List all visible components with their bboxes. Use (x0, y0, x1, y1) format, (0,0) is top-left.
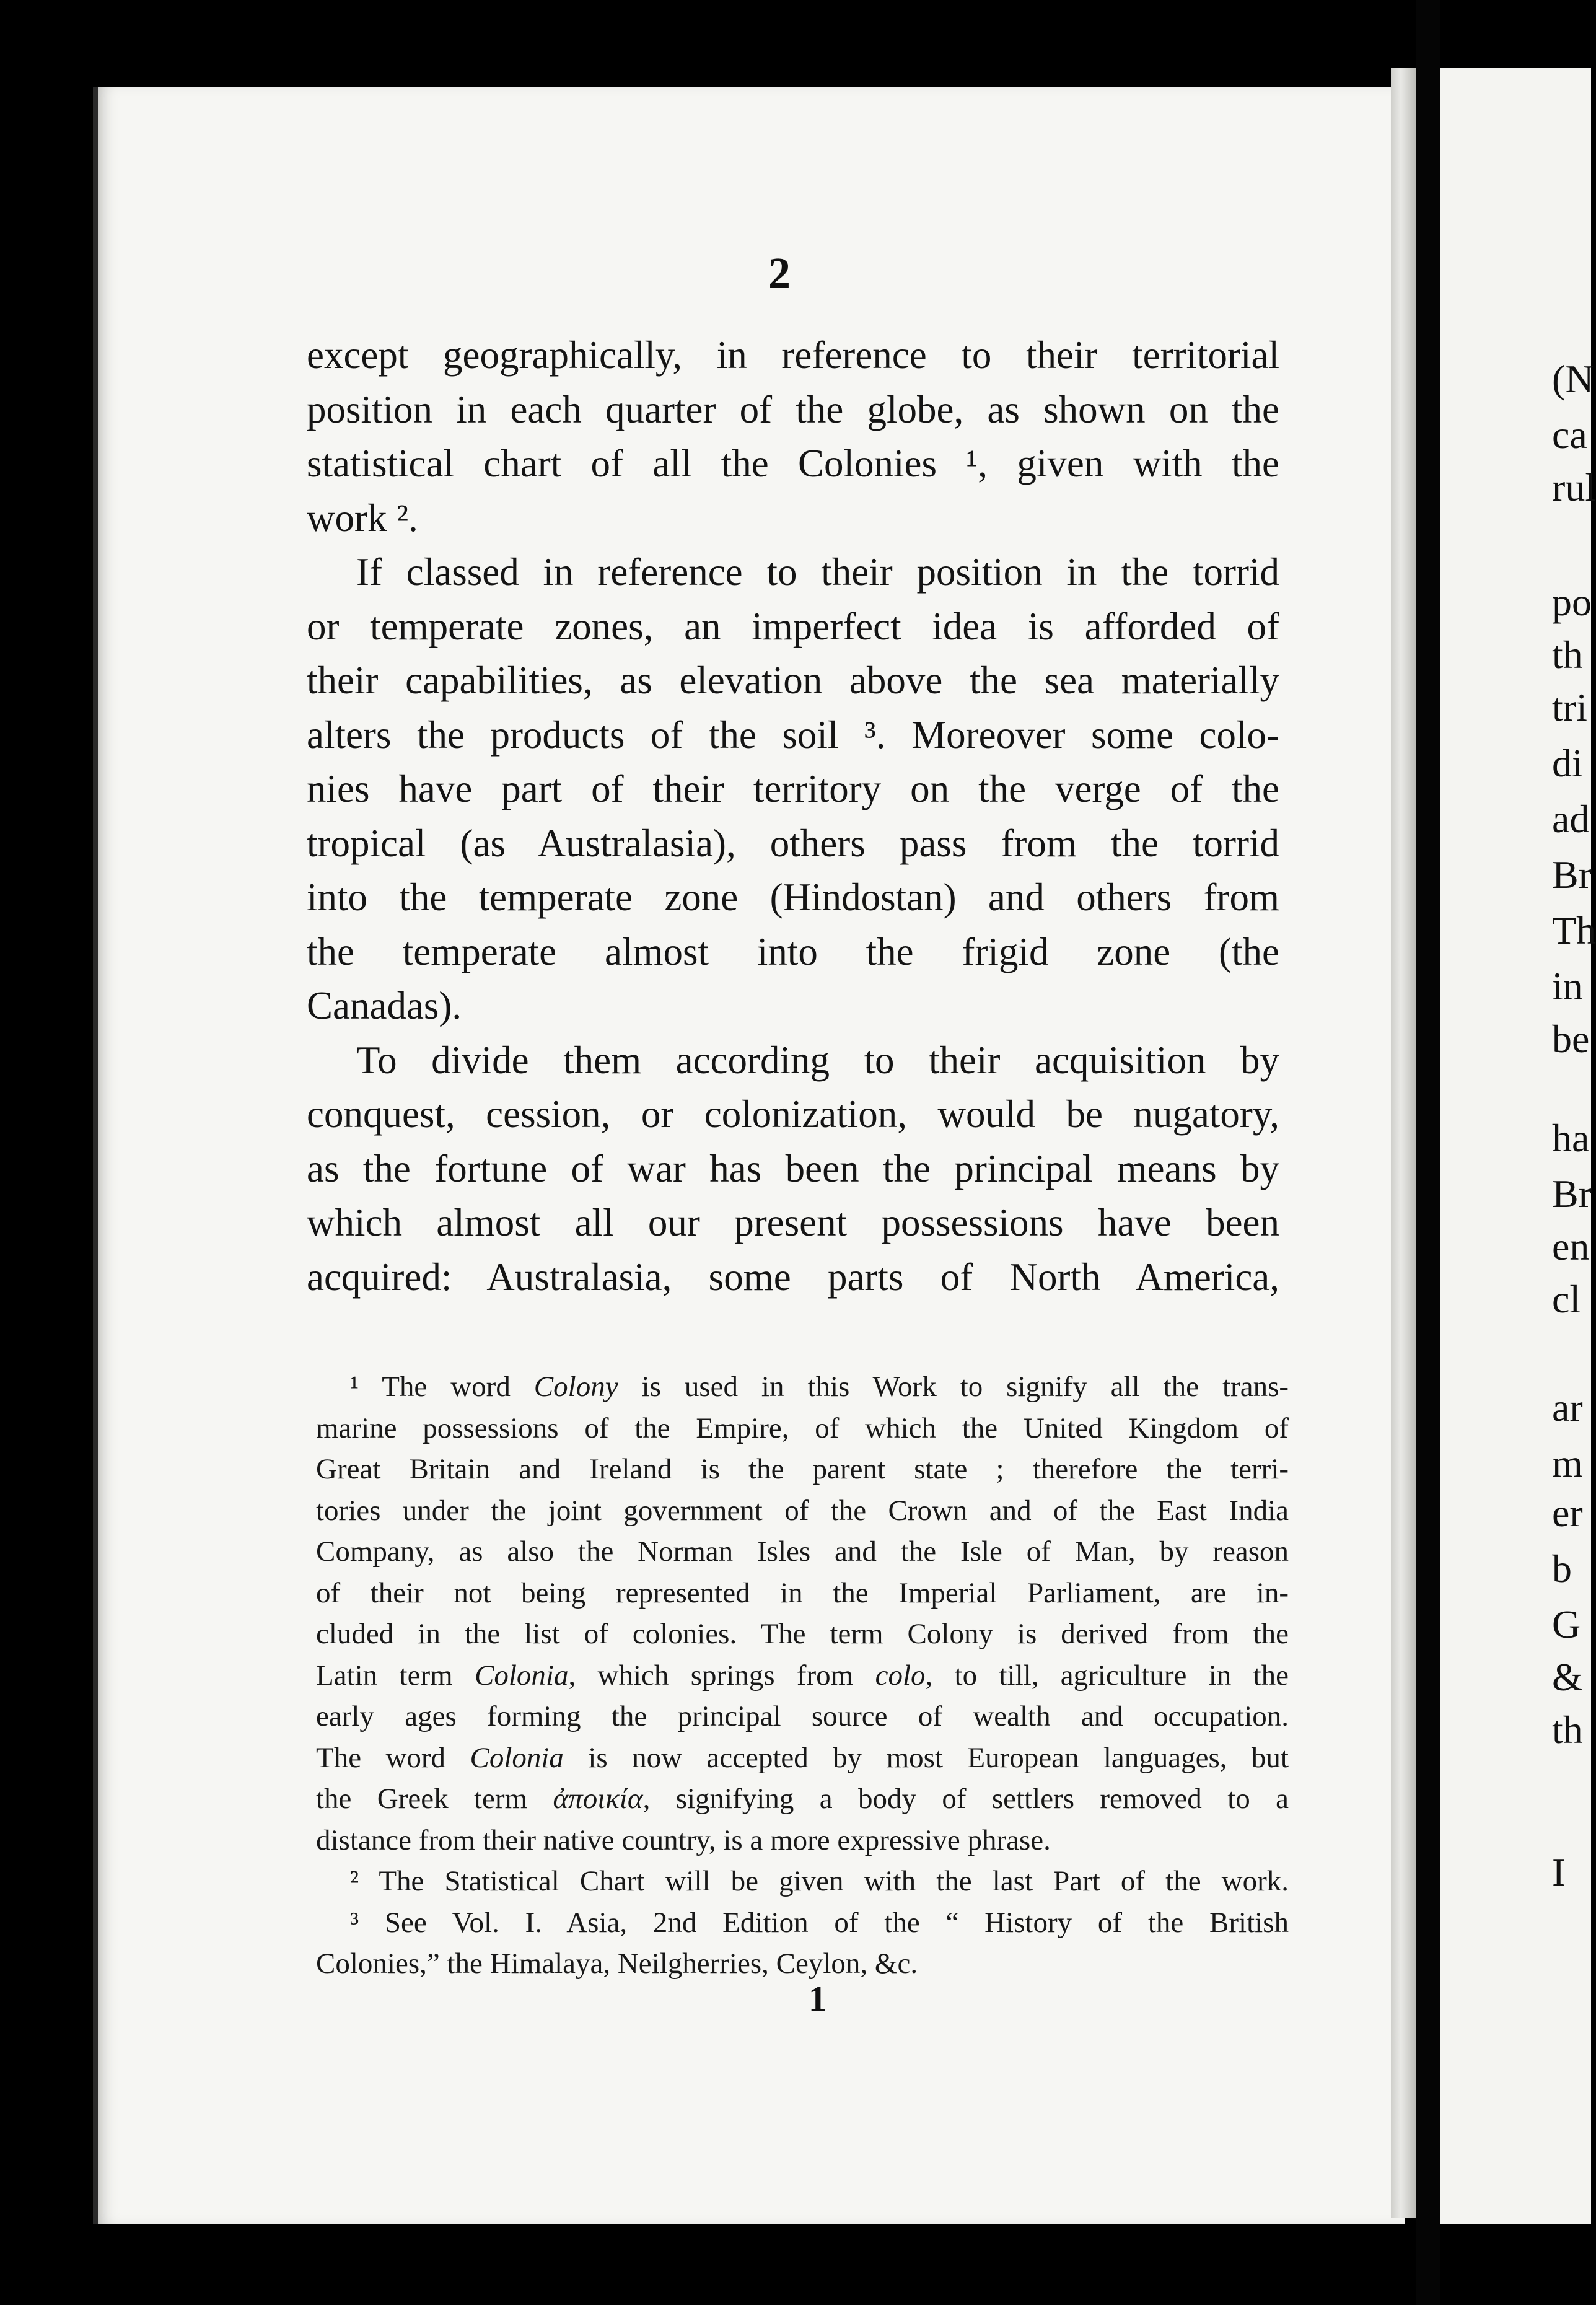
body-line: the temperate almost into the frigid zone (the (307, 929, 1279, 973)
body-line: or temperate zones, an imperfect idea is afforded of (307, 604, 1279, 648)
body-line: tropical (as Australasia), others pass from the torrid (307, 821, 1279, 865)
footnote-1-line: marine possessions of the Empire, of which the United Kingdom of (316, 1412, 1289, 1444)
facing-page-fragment: ar (1552, 1385, 1583, 1429)
facing-page-fragment: Br (1552, 1172, 1592, 1216)
footnote-1-line: Great Britain and Ireland is the parent state ; therefore the terri- (316, 1453, 1289, 1485)
book-gutter (1416, 0, 1440, 2305)
body-line: statistical chart of all the Colonies ¹, given with the (307, 442, 1279, 485)
page-number: 2 (768, 248, 791, 298)
body-line: conquest, cession, or colonization, would be nugatory, (307, 1092, 1279, 1136)
body-line: except geographically, in reference to their territorial (307, 333, 1279, 377)
footnote-1-line: distance from their native country, is a more expressive phrase. (316, 1824, 1051, 1856)
footnote-1-line: cluded in the list of colonies. The term Colony is derived from the (316, 1618, 1289, 1650)
body-line: as the fortune of war has been the principal means by (307, 1146, 1279, 1190)
facing-page-fragment: ca (1552, 413, 1587, 457)
footnote-1-line: tories under the joint government of the Crown and of the East India (316, 1494, 1289, 1527)
facing-page-fragment: er (1552, 1491, 1583, 1535)
footnote-1-line: of their not being represented in the Imperial Parliament, are in- (316, 1576, 1289, 1609)
footnote-2-line: ² The Statistical Chart will be given with the last Part of the work. (350, 1865, 1289, 1897)
facing-page-fragment: be (1552, 1017, 1590, 1061)
body-line: Canadas). (307, 984, 462, 1027)
body-line: position in each quarter of the globe, as shown on the (307, 387, 1279, 431)
body-line: acquired: Australasia, some parts of North America, (307, 1255, 1279, 1299)
facing-page-fragment: ha (1552, 1116, 1590, 1160)
facing-page-fragment: th (1552, 1708, 1583, 1752)
body-line: alters the products of the soil ³. Moreover some colo- (307, 713, 1279, 757)
facing-page-fragment: po (1552, 580, 1592, 624)
paragraph-start-line: To divide them according to their acquisition by (356, 1038, 1279, 1082)
body-text (307, 328, 1279, 1304)
facing-page-fragment: th (1552, 633, 1583, 677)
facing-page-fragment: b (1552, 1547, 1572, 1591)
footnote-1-line: the Greek term ἀποικία, signifying a body of settlers removed to a (316, 1783, 1289, 1815)
facing-page-fragment: Br (1552, 853, 1592, 897)
facing-page-fragment: m (1552, 1441, 1583, 1485)
facing-page-fragment: (N (1552, 357, 1594, 401)
paragraph-start-line: If classed in reference to their position in the torrid (356, 550, 1279, 594)
facing-page-fragment: rul (1552, 465, 1596, 509)
facing-page-fragment: tri (1552, 685, 1587, 729)
facing-page-fragment: di (1552, 741, 1583, 785)
facing-page-fragment: cl (1552, 1277, 1581, 1321)
facing-page-fragment: in (1552, 964, 1583, 1008)
footnote-3-line: Colonies,” the Himalaya, Neilgherries, Ceylon, &c. (316, 1947, 918, 1980)
body-line: work ². (307, 496, 418, 540)
signature-mark: 1 (809, 1978, 826, 2019)
facing-page-fragment: ad (1552, 797, 1590, 841)
footnote-1-line: ¹ The word Colony is used in this Work to signify all the trans- (350, 1371, 1289, 1403)
facing-page-fragment: en (1552, 1224, 1590, 1268)
footnote-1-line: early ages forming the principal source of wealth and occupation. (316, 1700, 1289, 1732)
facing-page-fragment: G (1552, 1602, 1581, 1646)
footnote-3-line: ³ See Vol. I. Asia, 2nd Edition of the “ History of the British (350, 1906, 1289, 1939)
footnote-1-line: The word Colonia is now accepted by most European languages, but (316, 1741, 1289, 1774)
body-line: nies have part of their territory on the verge of the (307, 767, 1279, 810)
footnote-1-line: Latin term Colonia, which springs from colo, to till, agriculture in the (316, 1659, 1289, 1692)
facing-page-fragment: & (1552, 1655, 1583, 1699)
page-edge (1391, 68, 1416, 2218)
body-line: into the temperate zone (Hindostan) and others from (307, 876, 1279, 919)
body-line: which almost all our present possessions have been (307, 1201, 1279, 1244)
body-line: their capabilities, as elevation above the sea materially (307, 659, 1279, 702)
footnotes (316, 1366, 1289, 1985)
facing-page-fragment: Th (1552, 908, 1596, 952)
facing-page-fragment: I (1552, 1850, 1566, 1894)
footnote-1-line: Company, as also the Norman Isles and the Isle of Man, by reason (316, 1535, 1289, 1568)
